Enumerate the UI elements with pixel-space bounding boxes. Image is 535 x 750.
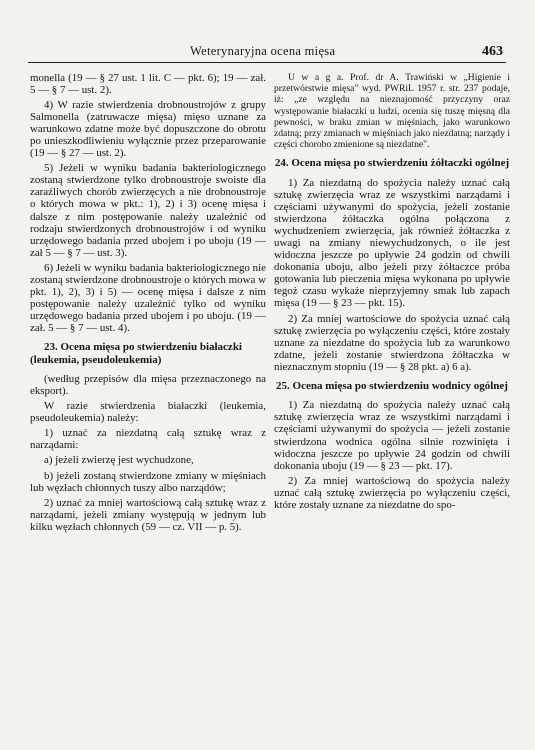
page-number: 463 [482,44,503,59]
section-heading-25: 25. Ocena mięsa po stwierdzeniu wodnicy ogólnej [276,379,508,392]
paragraph-dropsy-1: 1) Za niezdatną do spożycia należy uznać całą sztukę zwierzęcia wraz ze wszystkimi narządami i częściami używanymi do spożycia — jeżeli zostanie stwierdzona wodnica ogólna silnie rozwinięta i widoczna jeszcze po upływie 24 godzin od chwili dokonania uboju (19 — § 23 — pkt. 17). [274,399,510,472]
paragraph-continuation: monella (19 — § 27 ust. 1 lit. C — pkt. 6); 19 — zał. 5 — § 7 — ust. 2). [30,72,266,97]
list-item-b: b) jeżeli zostaną stwierdzone zmiany w mięśniach lub węzłach chłonnych tuszy albo narządów; [30,469,266,494]
section-heading-24: 24. Ocena mięsa po stwierdzeniu żółtaczki ogólnej [274,157,510,170]
list-item-1: 1) uznać za niezdatną całą sztukę wraz z narządami: [30,427,266,452]
paragraph-jaundice-2: 2) Za mniej wartościowe do spożycia uznać całą sztukę zwierzęcia po wyłączeniu części, które zostały uznane za niezdatne do spożycia lub za warunkowo zdatne, jeżeli zostanie stwierdzona żółtaczka w nieznacznym stopniu (19 — § 28 pkt. a) 6 a). [274,312,510,373]
note-trawinski: U w a g a. Prof. dr A. Trawiński w „Higienie i przetwórstwie mięsa" wyd. PWRiL 1957 r. str. 237 podaje, iż: „ze względu na nieznajomość przyczyny oraz występowanie białaczki u ludzi, ocenia się tuszę mięsną dla pewności, w braku zmian w mięśniach, jako warunkowo zdatną; przy zmianach w mięśniach jako niezdatną; narządy i części chorobo zmienione są niezdatne". [274,72,510,151]
header-divider [28,62,506,63]
paragraph-dropsy-2: 2) Za mniej wartościową do spożycia należy uznać całą sztukę zwierzęcia po wyłączeniu części, które zostały uznane za niezdatne do spo- [274,474,510,511]
paragraph-point-5: 5) Jeżeli w wyniku badania bakteriologicznego zostaną stwierdzone tylko drobnoustroje swoiste dla zaraźliwych chorób zwierzęcych a nie drobnoustroje o których mowa w pkt.: 1), 2) i 3) ocenę mięsa i dalsze z nim postępowanie należy uzależnić od rodzaju stwierdzonych drobnoustrojów i od wyniku urzędowego badania przed ubojem i po uboju (19 — zał 5 — § 7 — ust. 3). [30,162,266,259]
list-item-a: a) jeżeli zwierzę jest wychudzone, [44,454,194,467]
left-column [30,72,266,536]
paragraph-salmonella: 4) W razie stwierdzenia drobnoustrojów z grupy Salmonella (zatruwacze mięsa) mięso uznane za warunkowo zdatne może być dopuszczone do obrotu po unieszkodliwieniu wyłącznie przez przeparowanie (19 — § 27 — ust. 2). [30,99,266,160]
right-column [274,72,510,514]
paragraph-export-note: (według przepisów dla mięsa przeznaczonego na eksport). [30,373,266,398]
paragraph-jaundice-1: 1) Za niezdatną do spożycia należy uznać całą sztukę zwierzęcia wraz ze wszystkimi narządami i częściami używanymi do spożycia, jeżeli zostanie stwierdzona żółtaczka ogólna połączona z wychudzeniem zwierzęcia, jak również żółtaczka z uwagi na zmiany niewychudzonych, o ile jest widoczna jeszcze po upływie 24 godzin od chwili dokonania uboju, albo jeżeli przy żółtaczce próba gotowania lub pieczenia mięsa wykonana po upływie tegoż czasu wykaże nieprzyjemny smak lub zapach mięsa (19 — § 23 — pkt. 15). [274,177,510,310]
paragraph-leukemia-intro: W razie stwierdzenia białaczki (leukemia, pseudoleukemia) należy: [30,400,266,425]
paragraph-point-6: 6) Jeżeli w wyniku badania bakteriologicznego nie zostaną stwierdzone drobnoustroje o których mowa w pkt. 1), 2), 3) i 5) — ocenę mięsa i dalsze z nim postępowanie należy uzależnić tylko od wyniku urzędowego badania przed ubojem i po uboju. (19 — zał. 5 — § 7 — ust. 4). [30,261,266,334]
list-item-2: 2) uznać za mniej wartościową całą sztukę wraz z narządami, jeżeli zmiany występują w jednym lub kilku węzłach chłonnych (59 — cz. VII — p. 5). [30,496,266,533]
running-header-title: Weterynaryjna ocena mięsa [190,44,336,58]
section-heading-23: 23. Ocena mięsa po stwierdzeniu białaczki (leukemia, pseudoleukemia) [30,340,242,366]
